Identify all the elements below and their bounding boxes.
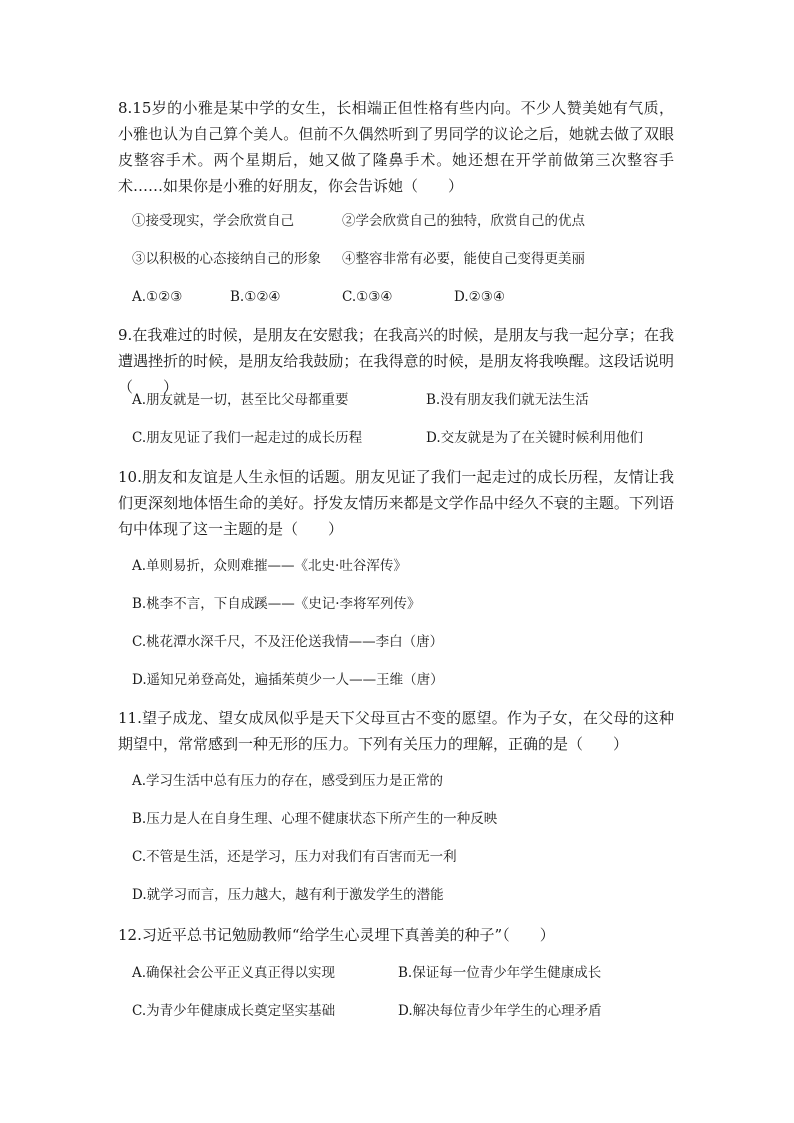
question-12-option-c: C.为青少年健康成长奠定坚实基础 bbox=[132, 1003, 336, 1019]
question-8-stem: 8.15岁的小雅是某中学的女生，长相端正但性格有些内向。不少人赞美她有气质，小雅也认为自己算个美人。但前不久偶然听到了男同学的议论之后，她就去做了双眼皮整容手术。两个星期后，她又做了隆鼻手术。她还想在开学前做第三次整容手术……如果你是小雅的好朋友，你会告诉她（ ） bbox=[118, 99, 674, 195]
question-11-option-d: D.就学习而言，压力越大，越有利于激发学生的潜能 bbox=[132, 887, 444, 903]
question-12-option-a: A.确保社会公平正义真正得以实现 bbox=[132, 965, 336, 981]
question-8-option-b: B.①②④ bbox=[230, 289, 281, 305]
question-8-statement-1: ①接受现实，学会欣赏自己 bbox=[132, 213, 294, 229]
question-12-option-d: D.解决每位青少年学生的心理矛盾 bbox=[398, 1003, 602, 1019]
question-8-option-d: D.②③④ bbox=[454, 289, 505, 305]
question-8-statement-4: ④整容非常有必要，能使自己变得更美丽 bbox=[342, 251, 585, 267]
question-9-option-a: A.朋友就是一切，甚至比父母都重要 bbox=[132, 392, 349, 408]
question-8-statement-3: ③以积极的心态接纳自己的形象 bbox=[132, 251, 321, 267]
question-10-option-d: D.遥知兄弟登高处，遍插茱萸少一人——王维（唐） bbox=[132, 672, 444, 688]
question-8-statement-2: ②学会欣赏自己的独特，欣赏自己的优点 bbox=[342, 213, 585, 229]
question-10-option-c: C.桃花潭水深千尺，不及汪伦送我情——李白（唐） bbox=[132, 634, 444, 650]
question-10-option-b: B.桃李不言，下自成蹊——《史记·李将军列传》 bbox=[132, 596, 421, 612]
question-10-stem: 10.朋友和友谊是人生永恒的话题。朋友见证了我们一起走过的成长历程，友情让我们更深刻地体悟生命的美好。抒发友情历来都是文学作品中经久不衰的主题。下列语句中体现了这一主题的是（ ） bbox=[118, 468, 674, 538]
question-8-option-a: A.①②③ bbox=[132, 289, 183, 305]
question-12-option-b: B.保证每一位青少年学生健康成长 bbox=[398, 965, 602, 981]
question-11-option-a: A.学习生活中总有压力的存在，感受到压力是正常的 bbox=[132, 773, 444, 789]
question-9-option-d: D.交友就是为了在关键时候利用他们 bbox=[426, 430, 644, 446]
question-9-stem: 9.在我难过的时候，是朋友在安慰我；在我高兴的时候，是朋友与我一起分享；在我遭遇挫折的时候，是朋友给我鼓励；在我得意的时候，是朋友将我唤醒。这段话说明（ ） bbox=[118, 326, 674, 396]
question-11-stem: 11.望子成龙、望女成凤似乎是天下父母亘古不变的愿望。作为子女，在父母的这种期望中，常常感到一种无形的压力。下列有关压力的理解，正确的是（ ） bbox=[118, 709, 674, 753]
question-8-option-c: C.①③④ bbox=[342, 289, 393, 305]
question-9-option-c: C.朋友见证了我们一起走过的成长历程 bbox=[132, 430, 363, 446]
question-9-option-b: B.没有朋友我们就无法生活 bbox=[426, 392, 589, 408]
question-11-option-b: B.压力是人在自身生理、心理不健康状态下所产生的一种反映 bbox=[132, 811, 498, 827]
question-11-option-c: C.不管是生活，还是学习，压力对我们有百害而无一利 bbox=[132, 849, 457, 865]
question-10-option-a: A.单则易折，众则难摧——《北史·吐谷浑传》 bbox=[132, 558, 407, 574]
question-12-stem: 12.习近平总书记勉励教师“给学生心灵埋下真善美的种子”（ ） bbox=[118, 926, 555, 944]
